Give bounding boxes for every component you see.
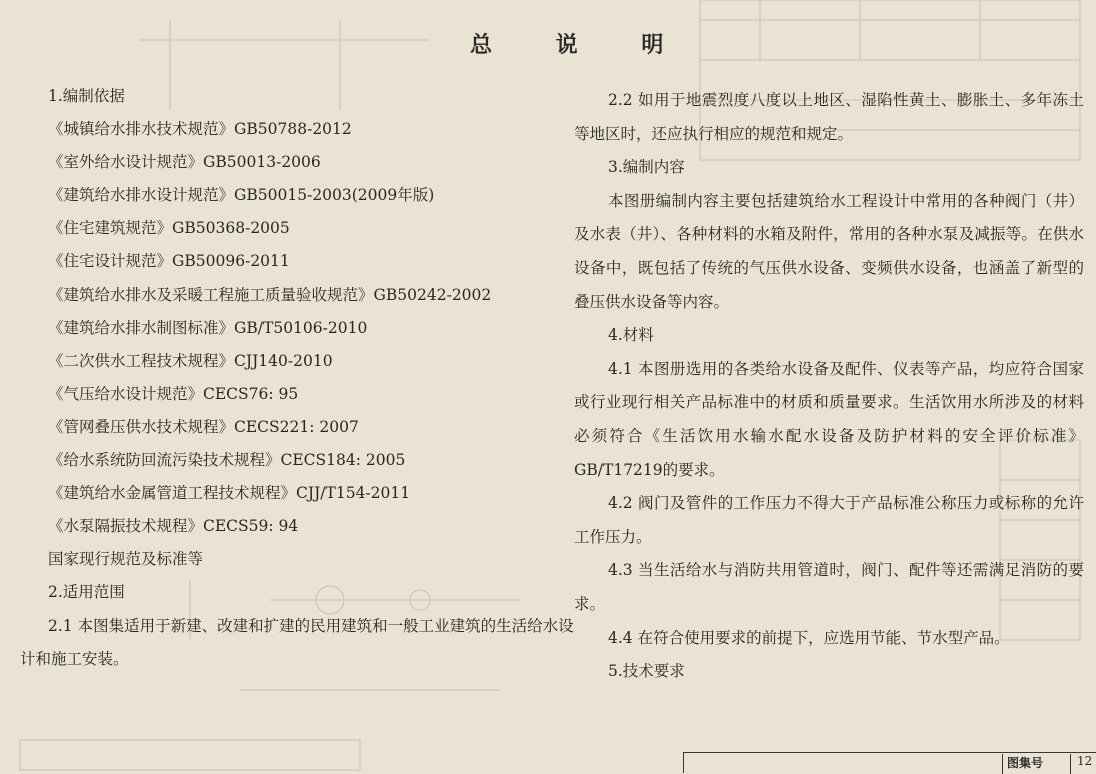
reference-item: 《建筑给水金属管道工程技术规程》CJJ/T154-2011 [48,484,411,503]
left-column [20,80,578,676]
page-title: 总 说 明 [470,32,692,58]
reference-item: 《室外给水设计规范》GB50013-2006 [48,153,321,172]
reference-item: 《水泵隔振技术规程》CECS59: 94 [48,517,299,536]
reference-item: 《二次供水工程技术规程》CJJ140-2010 [48,351,333,370]
section-3-heading: 3.编制内容 [608,158,685,177]
section-1-heading: 1.编制依据 [48,87,125,105]
reference-item: 《气压给水设计规范》CECS76: 95 [48,384,299,403]
title-block [683,752,1096,773]
reference-item: 《建筑给水排水设计规范》GB50015-2003(2009年版) [48,186,435,205]
atlas-number: 12 [1070,754,1092,774]
reference-item: 国家现行规范及标准等 [48,550,204,569]
paragraph-4-2: 4.2 阀门及管件的工作压力不得大于产品标准公称压力或标称的允许工作压力。 [574,494,1084,546]
paragraph-3: 本图册编制内容主要包括建筑给水工程设计中常用的各种阀门（井）及水表（井）、各种材料的水箱及附件，常用的各种水泵及减振等。在供水设备中，既包括了传统的气压供水设备、变频供水设备，也涵盖了新型的叠压供水设备等内容。 [574,191,1084,311]
section-4-heading: 4.材料 [608,326,654,345]
paragraph-4-3: 4.3 当生活给水与消防共用管道时，阀门、配件等还需满足消防的要求。 [574,561,1084,613]
reference-item: 《住宅设计规范》GB50096-2011 [48,252,290,271]
reference-item: 《建筑给水排水及采暖工程施工质量验收规范》GB50242-2002 [48,285,492,304]
paragraph-4-1: 4.1 本图册选用的各类给水设备及配件、仪表等产品，均应符合国家或行业现行相关产品标准中的材质和质量要求。生活饮用水所涉及的材料必须符合《生活饮用水输水配水设备及防护材料的安全评价标准》GB/T17219的要求。 [574,359,1084,479]
reference-item: 《给水系统防回流污染技术规程》CECS184: 2005 [48,451,406,470]
reference-item: 《建筑给水排水制图标准》GB/T50106-2010 [48,318,368,337]
section-2-heading: 2.适用范围 [48,583,125,602]
right-column [574,84,1084,689]
paragraph-4-4: 4.4 在符合使用要求的前提下，应选用节能、节水型产品。 [608,628,1010,647]
paragraph-2-1: 2.1 本图集适用于新建、改建和扩建的民用建筑和一般工业建筑的生活给水设计和施工安装。 [20,616,574,668]
reference-item: 《管网叠压供水技术规程》CECS221: 2007 [48,417,359,436]
reference-item: 《城镇给水排水技术规范》GB50788-2012 [48,120,352,139]
section-5-heading: 5.技术要求 [608,662,685,681]
reference-item: 《住宅建筑规范》GB50368-2005 [48,219,290,238]
atlas-number-label: 图集号 [1002,754,1047,774]
paragraph-2-2: 2.2 如用于地震烈度八度以上地区、湿陷性黄土、膨胀土、多年冻土等地区时，还应执行相应的规范和规定。 [574,91,1084,143]
